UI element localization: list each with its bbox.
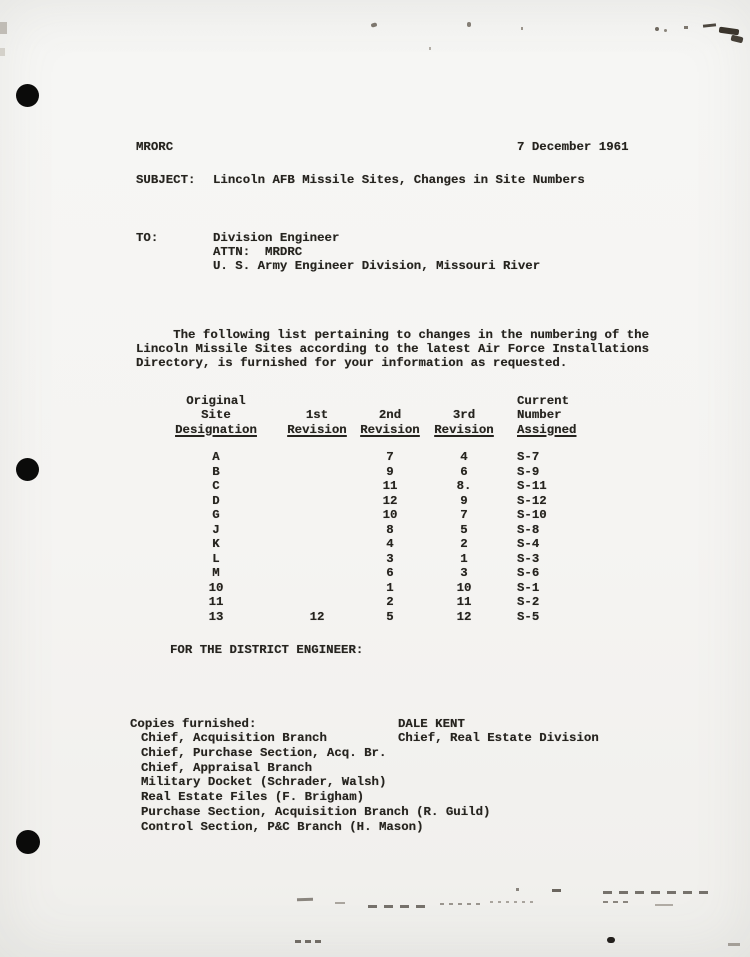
table-cell: S-5 <box>517 610 540 625</box>
date: 7 December 1961 <box>517 140 629 154</box>
table-cell: A <box>212 450 220 464</box>
table-cell: 1 <box>386 580 394 595</box>
to-line-2: ATTN: MRDRC <box>213 245 303 259</box>
table-cell: 3 <box>460 566 468 581</box>
table-cell: 8 <box>386 522 394 537</box>
header-line: Revision <box>434 422 494 437</box>
table-rows <box>166 450 626 625</box>
table-cell: M <box>212 566 220 581</box>
table-cell: 7 <box>386 450 394 464</box>
scan-speck <box>655 27 659 31</box>
scan-smudge <box>0 48 5 56</box>
scan-smudge <box>0 22 7 34</box>
table-row <box>166 465 626 480</box>
copies-item: Purchase Section, Acquisition Branch (R. Guild) <box>141 804 491 819</box>
scan-streak <box>335 902 345 904</box>
scan-speck <box>521 27 523 30</box>
signature-title: Chief, Real Estate Division <box>398 731 599 745</box>
scan-dash-streak <box>603 901 633 903</box>
table-row <box>166 508 626 523</box>
copies-item: Military Docket (Schrader, Walsh) <box>141 775 387 790</box>
table-cell: 2 <box>460 537 468 552</box>
header-line: Site <box>201 408 231 422</box>
table-cell: 4 <box>386 537 394 552</box>
table-cell: K <box>212 537 220 552</box>
header-line: Number <box>517 408 562 422</box>
table-cell: 7 <box>460 508 468 523</box>
to-line-1: Division Engineer <box>213 231 340 245</box>
header-line: 1st <box>305 408 329 422</box>
table-cell: S-9 <box>517 464 540 479</box>
subject-text: Lincoln AFB Missile Sites, Changes in Site Numbers <box>213 173 585 187</box>
table-cell: D <box>212 493 220 508</box>
table-cell: 8. <box>456 479 472 494</box>
table-cell: S-6 <box>517 566 540 581</box>
scan-dash-streak <box>603 891 715 894</box>
header-line: 3rd <box>452 408 476 422</box>
scan-streak <box>728 943 740 946</box>
header-line: Revision <box>360 422 420 437</box>
body-line-2: Lincoln Missile Sites according to the latest Air Force Installations <box>136 342 650 356</box>
table-row <box>166 494 626 509</box>
table-header-current <box>517 391 612 437</box>
to-label: TO: <box>136 231 159 245</box>
scan-dash-streak <box>368 905 430 908</box>
table-cell: 6 <box>460 464 468 479</box>
scan-speck <box>371 22 378 27</box>
table-cell: C <box>212 479 220 494</box>
table-cell: 11 <box>208 595 224 610</box>
closing-line: FOR THE DISTRICT ENGINEER: <box>170 643 364 657</box>
table-row <box>166 479 626 494</box>
scan-streak <box>297 898 313 902</box>
copies-label: Copies furnished: <box>130 717 257 731</box>
table-cell: 11 <box>456 595 472 610</box>
table-cell: 1 <box>460 551 468 566</box>
table-cell: 5 <box>386 610 394 625</box>
table-cell: S-7 <box>517 450 540 464</box>
table-cell: 10 <box>382 508 398 523</box>
table-row <box>166 552 626 567</box>
table-cell: S-1 <box>517 580 540 595</box>
table-cell: S-10 <box>517 508 547 523</box>
hole-punch-bottom <box>16 830 40 854</box>
office-symbol: MRORC <box>136 140 174 154</box>
table-cell: 13 <box>208 610 224 625</box>
table-row <box>166 537 626 552</box>
scan-streak <box>655 904 673 906</box>
scan-scribble <box>730 35 743 44</box>
table-header-rev2 <box>355 391 425 437</box>
table-header-rev1 <box>282 391 352 437</box>
table-cell: 9 <box>460 493 468 508</box>
table-cell: S-12 <box>517 493 547 508</box>
copies-item: Chief, Appraisal Branch <box>141 760 313 775</box>
body-line-3: Directory, is furnished for your information as requested. <box>136 356 568 370</box>
copies-item: Chief, Acquisition Branch <box>141 731 327 745</box>
copies-item: Chief, Purchase Section, Acq. Br. <box>141 745 387 760</box>
scan-speck <box>516 888 519 891</box>
table-cell: 10 <box>208 580 224 595</box>
table-cell: 2 <box>386 595 394 610</box>
scan-speck <box>552 889 561 892</box>
header-line: Revision <box>287 422 347 437</box>
table-row <box>166 450 626 465</box>
hole-punch-middle <box>16 458 39 481</box>
table-row <box>166 581 626 596</box>
scan-scribble <box>703 23 716 27</box>
table-row <box>166 610 626 625</box>
table-cell: G <box>212 508 220 523</box>
table-row <box>166 566 626 581</box>
header-line: Current <box>517 393 570 408</box>
table-row <box>166 595 626 610</box>
table-cell: S-2 <box>517 595 540 610</box>
scan-dash-streak <box>490 901 534 903</box>
table-cell: 12 <box>456 610 472 625</box>
table-cell: 12 <box>382 493 398 508</box>
table-cell: 11 <box>382 479 398 494</box>
to-line-3: U. S. Army Engineer Division, Missouri River <box>213 259 541 273</box>
table-cell: 9 <box>386 464 394 479</box>
table-cell: S-11 <box>517 479 547 494</box>
scan-speck <box>467 22 471 27</box>
copies-item: Control Section, P&C Branch (H. Mason) <box>141 819 424 834</box>
header-line: Original <box>186 393 246 408</box>
table-cell: S-8 <box>517 522 540 537</box>
table-cell: 3 <box>386 551 394 566</box>
scan-speck <box>607 937 615 943</box>
table-cell: B <box>212 464 220 479</box>
copies-list <box>130 731 490 835</box>
signature-name: DALE KENT <box>398 717 465 731</box>
header-line: Assigned <box>517 422 577 437</box>
hole-punch-top <box>16 84 39 107</box>
scan-speck <box>429 47 431 50</box>
scan-speck <box>664 29 667 32</box>
table-cell: S-4 <box>517 537 540 552</box>
scan-speck <box>684 26 688 29</box>
header-line: Designation <box>175 422 257 437</box>
table-cell: 6 <box>386 566 394 581</box>
table-cell: 4 <box>460 450 468 464</box>
table-row <box>166 523 626 538</box>
table-cell: 10 <box>456 580 472 595</box>
copies-item: Real Estate Files (F. Brigham) <box>141 790 365 805</box>
subject-label: SUBJECT: <box>136 173 196 187</box>
table-cell: 5 <box>460 522 468 537</box>
scan-scribble <box>719 27 740 36</box>
table-cell: 12 <box>309 610 325 625</box>
table-header-designation <box>166 391 266 437</box>
scan-dash-streak <box>295 940 325 943</box>
table-cell: J <box>212 522 220 537</box>
table-cell: S-3 <box>517 551 540 566</box>
header-line: 2nd <box>378 408 402 422</box>
scan-dash-streak <box>440 903 480 905</box>
body-line-1: The following list pertaining to changes in the numbering of the <box>136 328 650 342</box>
table-cell: L <box>212 551 220 566</box>
table-header-rev3 <box>429 391 499 437</box>
